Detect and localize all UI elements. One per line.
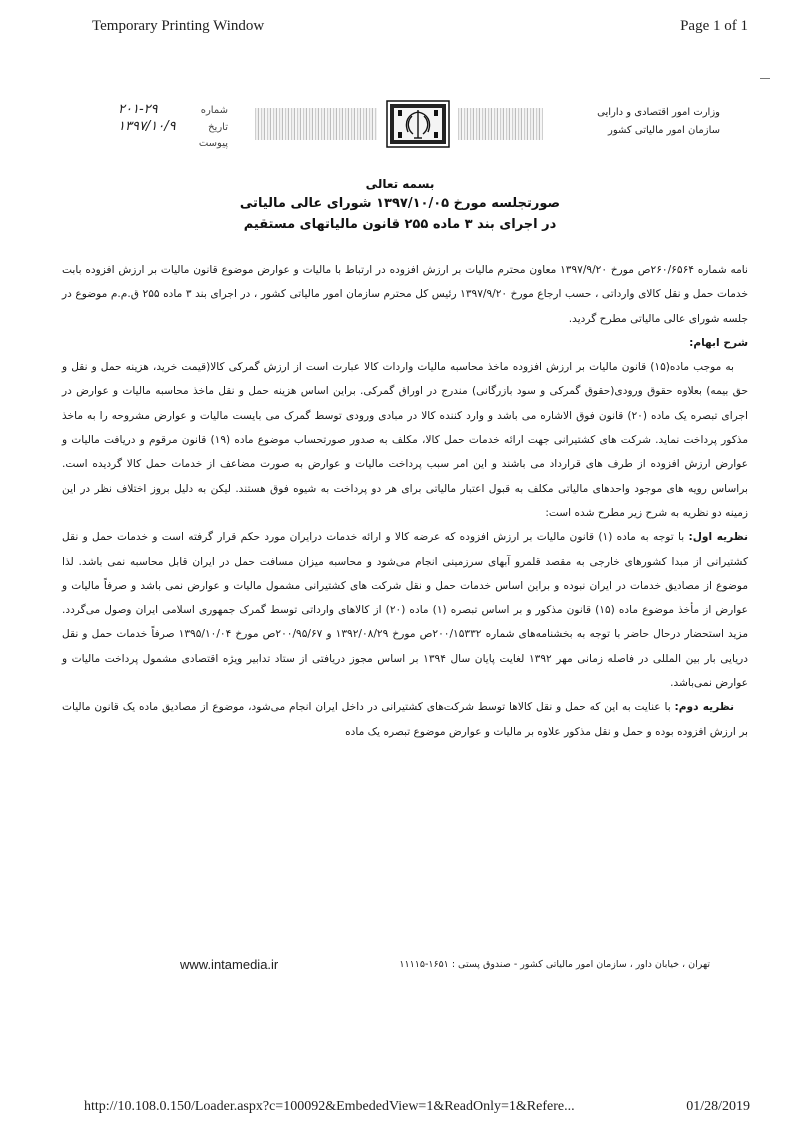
basmala: بسمه تعالی	[365, 177, 435, 191]
print-window-title: Temporary Printing Window	[92, 18, 265, 34]
document-heading	[0, 175, 800, 235]
view2-text: با عنایت به این که حمل و نقل کالاها توسط شرکت‌های کشتیرانی در داخل ایران انجام می‌شود، موضوع از مصادیق ماده یک قانون مالیات بر ارزش افزوده بوده و حمل و نقل مذکور علاوه بر مالیات و عوارض موضوع تبصره یک ماده	[62, 701, 748, 738]
print-header	[92, 18, 748, 42]
organization-block	[550, 104, 720, 140]
document-body	[62, 258, 748, 744]
view1-title: نظریه اول:	[688, 531, 749, 544]
issue-paragraph: به موجب ماده(۱۵) قانون مالیات بر ارزش افزوده ماخذ محاسبه مالیات واردات کالا عبارت است از ارزش گمرکی کالا(قیمت خرید، هزینه حمل و نقل و حق بیمه) بعلاوه حقوق ورودی(حقوق گمرکی و سود بازرگانی) مندرج در اوراق گمرکی. براین اساس هزینه حمل و نقل ماخذ محاسبه مالیات و عوارض در اجرای تبصره یک ماده (۲۰) قانون فوق الاشاره می باشد و وارد کننده کالا در مبادی ورودی توسط گمرک می بایست مالیات و عوارض مشروحه را به ماخذ مذکور پرداخت نماید. شرکت های کشتیرانی جهت ارائه خدمات حمل کالا، مکلف به صدور صورتحساب موضوع ماده (۱۹) قانون مرقوم و دریافت مالیات و عوارض ارزش افزوده از طرف های قرارداد می باشند و این امر سبب پرداخت مالیات و عوارض به صورت مضاعف از خدمات حمل کالا گردیده است. براساس رویه های موجود واحدهای مالیاتی مکلف به قبول اعتبار مالیاتی برای هر دو پرداخت به شیوه فوق هستند. لیکن به دلیل بروز اختلاف نظر در این زمینه دو نظریه به شرح زیر مطرح شده است:	[62, 361, 748, 519]
reference-block	[118, 102, 228, 152]
letter-footer	[180, 957, 710, 977]
date-row	[118, 119, 228, 136]
organization-name: سازمان امور مالیاتی کشور	[608, 125, 720, 136]
letterhead	[100, 96, 720, 152]
page-number: Page 1 of 1	[680, 18, 748, 34]
view2-paragraph	[62, 695, 748, 744]
attachment-label: پیوست	[198, 138, 228, 149]
letter-date: ۱۳۹۷/۱۰/۹	[118, 119, 176, 134]
intro-paragraph: نامه شماره ۲۶۰/۶۵۶۴ص مورخ ۱۳۹۷/۹/۲۰ معاون محترم مالیات بر ارزش افزوده در ارتباط با مالیات و عوارض موضوع قانون مالیات بر ارزش افزوده بابت خدمات حمل و نقل کالای وارداتی ، حسب ارجاع مورخ ۱۳۹۷/۹/۲۰ رئیس کل محترم سازمان امور مالیاتی کشور ، در اجرای بند ۳ ماده ۲۵۵ ق.م.م موضوع در جلسه شورای عالی مالیاتی مطرح گردید.	[62, 264, 748, 325]
letter-number: ۲۰۱-۲۹	[118, 102, 158, 117]
scan-band-right	[458, 108, 543, 140]
national-emblem-icon	[386, 100, 450, 148]
heading-line-2: در اجرای بند ۳ ماده ۲۵۵ قانون مالیاتهای مستقیم	[243, 217, 557, 232]
website-address: www.intamedia.ir	[180, 957, 279, 972]
view1-paragraph	[62, 525, 748, 695]
issue-title: شرح ابهام:	[689, 336, 748, 349]
scan-band-left	[255, 108, 377, 140]
page-url: http://10.108.0.150/Loader.aspx?c=100092&EmbededView=1&ReadOnly=1&Refere...	[84, 1099, 575, 1114]
attachment-row	[118, 136, 228, 152]
number-row	[118, 102, 228, 119]
scan-mark	[760, 78, 770, 79]
view2-title: نظریه دوم:	[674, 701, 734, 714]
postal-address: تهران ، خیابان داور ، سازمان امور مالیاتی کشور - صندوق پستی : ۱۶۵۱-۱۱۱۱۵	[399, 959, 710, 970]
heading-line-1: صورتجلسه مورخ ۱۳۹۷/۱۰/۰۵ شورای عالی مالیاتی	[239, 196, 561, 211]
print-footer	[84, 1099, 750, 1119]
view1-text: با توجه به ماده (۱) قانون مالیات بر ارزش افزوده که عرضه کالا و ارائه خدمات درایران مورد حکم قرار گرفته است و خدمات حمل و نقل کشتیرانی از مبدا کشورهای خارجی به مقصد قلمرو آبهای سرزمینی انجام می‌شود و محاسبه میزان مسافت حمل در ایران قابل محاسبه نمی باشد. لذا موضوع از مصادیق خدمات در ایران نبوده و براین اساس خدمات حمل و نقل شرکت های کشتیرانی مشمول مالیات و عوارض نمی باشد و صرفاً مالیات و عوارض از مأخذ موضوع ماده (۱۵) قانون مذکور و بر اساس تبصره (۱) ماده (۲۰) از کالاهای وارداتی توسط گمرک جمهوری اسلامی ایران وصول می‌گردد. مزید استحضار درحال حاضر با توجه به بخشنامه‌های شماره ۲۰۰/۱۵۳۳۲ص مورخ ۱۳۹۲/۰۸/۲۹ و ۲۰۰/۹۵/۶۷ص مورخ ۱۳۹۵/۱۰/۰۴ صرفاً خدمات حمل و نقل دریایی بار بین المللی در فاصله زمانی مهر ۱۳۹۲ لغایت پایان سال ۱۳۹۴ بر اساس مجوز دریافتی از ستاد تدابیر ویژه اقتصادی مشمول پرداخت مالیات و عوارض نمی‌باشد.	[62, 531, 749, 690]
number-label: شماره	[200, 105, 228, 116]
ministry-name: وزارت امور اقتصادی و دارایی	[597, 107, 720, 118]
print-date: 01/28/2019	[686, 1099, 750, 1114]
date-label: تاریخ	[208, 122, 228, 133]
